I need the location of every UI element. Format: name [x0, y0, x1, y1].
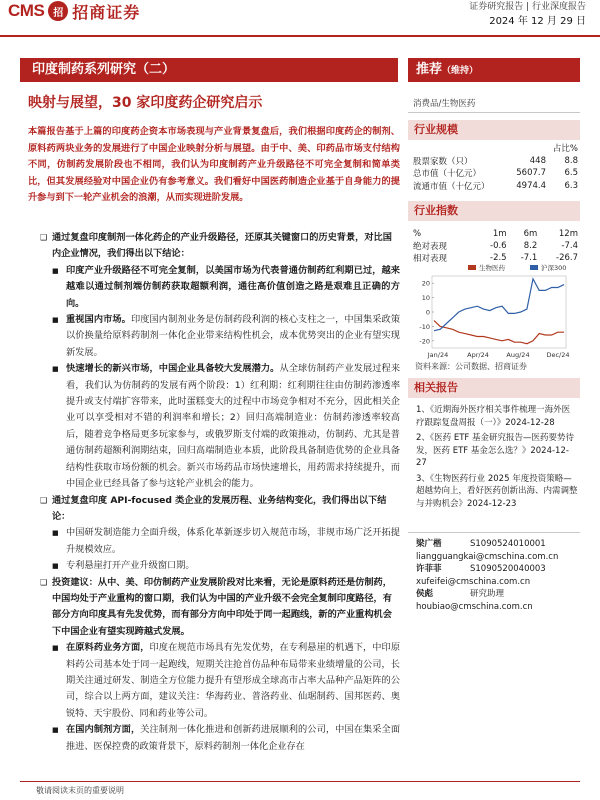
main-title: 映射与展望，30 家印度药企研究启示	[28, 95, 263, 111]
bullet-point: ❑ 投资建议：从中、美、印仿制药产业发展阶段对比来看，无论是原料药还是仿制药，中国均处于产业重构的窗口期，我们认为中国的产业升级不会完全复制印度路径，有部分方向印度具有先发优势，而有部分方向中印处于同一起跑线，新的产业重构机会下中国企业有望实现跨越式发展。	[40, 575, 400, 641]
bullet-point: ❑ 通过复盘印度 API-focused 类企业的发展历程、业务结构变化，我们得出以下结论：	[40, 493, 400, 526]
series-line-biomed	[434, 321, 564, 344]
logo-badge-icon: 招	[48, 1, 68, 21]
analyst-entry	[416, 563, 578, 588]
legend-swatch	[530, 265, 538, 270]
y-tick-label: 10	[421, 294, 430, 303]
footer-divider	[20, 781, 580, 782]
list-item[interactable]: 1、《近期海外医疗相关事件梳理一海外医疗跟踪复盘周报（一）》2024-12-28	[416, 405, 571, 428]
bullet-text: 印度在规范市场具有先发优势，在专利悬崖的机遇下，中印原料药公司基本处于同一起跑线，短期关注抢首仿品种布局带来业绩增量的公司，长期关注通过研发、制造全方位能力提升有望形成全球高市占率大品种产品矩阵的公司，综合以上两方面，建议关注：华海药业、普洛药业、仙琚制药、国邦医药、奥锐特、天宇股份、同和药业等公司。	[66, 642, 401, 719]
bullet-lead: 快速增长的新兴市场，中国企业具备较大发展潜力。	[66, 363, 280, 375]
abstract: 本篇报告基于上篇的印度药企资本市场表现与产业背景复盘后，我们根据印度药企的制剂、原料药两块业务的发展进行了中国企业映射分析与展望。由于中、美、印药品市场支付结构不同，仿制药发展阶段也不相同，我们认为印度制药产业升级路径不可完全复制和简单类比，但其发展经验对中国企业仍有参考意义。我们看好中国医药制造企业基于自身能力的提升参与到下一轮产业机会的浪潮，从而实现进阶发展。	[28, 126, 400, 203]
bullet-point: ❑ 通过复盘印度制剂一体化药企的产业升级路径，还原其关键窗口的历史背景，对比国内企业情况，我们得出以下结论：	[40, 230, 400, 263]
rating-sub: （维持）	[442, 66, 479, 76]
analyst-name: 梁广楷	[416, 539, 442, 549]
y-tick-label: -20	[419, 337, 430, 346]
analyst-id: S1090524010001	[470, 539, 546, 549]
table-row: 流通市值（十亿元） 4974.4 6.3	[413, 180, 578, 192]
sub-bullet-point	[40, 525, 400, 558]
sub-bullet-point	[40, 361, 400, 492]
bullet-text: 专利悬崖打开产业升级窗口期。	[66, 560, 195, 572]
sub-bullet-point	[40, 722, 400, 755]
sub-bullet-point	[40, 312, 400, 361]
divider	[408, 112, 580, 113]
list-item[interactable]: 2、《医药 ETF 基金研究报告—医药要势待发，医药 ETF 基金怎么选？》2024-12-27	[416, 433, 575, 468]
header-divider	[0, 35, 600, 37]
bullet-lead: 重视国内市场。	[66, 314, 131, 326]
bullet-text: 从全球仿制药产业发展过程来看，我们认为仿制药的发展有两个阶段：1）红利期：红利期往往由仿制药渗透率提升或支付端扩容带来，此时蛋糕变大的过程中市场竞争相对不充分，因此相关企业可以享受相对不错的利润率和增长；2）回归高端制造业：仿制药渗透率较高后，随着竞争格局更多玩家参与，或俄罗斯支付端的政策推动，仿制药、尤其是普通仿制药超额利润期结束，回归高端制造业本质，此阶段具备制造优势的企业具备结构性获取市场份额的机会。新兴市场药品市场快速增长，用药需求持续提升，而中国企业已经具备了参与这轮产业机会的能力。	[66, 363, 401, 490]
bullet-lead: 在原料药业务方面，	[66, 642, 150, 654]
scale-col-header: 占比%	[552, 144, 578, 155]
bullet-text: 中国研发制造能力全面升级，体系化革新逐步切入规范市场，非规市场广泛开拓提升规模效应。	[66, 527, 400, 555]
footer-note: 敬请阅读末页的重要说明	[36, 786, 124, 795]
related-reports-list	[416, 404, 578, 513]
table-row: 相对表现 -2.5 -7.1 -26.7	[413, 253, 578, 264]
sub-bullet-point	[40, 558, 400, 574]
analyst-name: 侯彪	[416, 589, 434, 599]
x-tick-label: Aug/24	[506, 351, 530, 359]
report-date: 2024 年 12 月 29 日	[489, 16, 586, 27]
industry-index-heading: 行业指数	[408, 201, 580, 221]
sector-label: 消费品/生物医药	[413, 99, 476, 109]
table-row: 股票家数（只） 448 8.8	[413, 155, 578, 167]
x-tick-label: Dec/24	[546, 351, 570, 359]
index-line-chart	[410, 260, 578, 360]
y-tick-label: -10	[419, 322, 430, 331]
bullet-text: 印度国内制剂业务是仿制药段利润的核心支柱之一，中国集采政策以价换量给原料药制剂一体化企业带来结构性机会，成本优势突出的企业有望实现新发展。	[66, 314, 401, 358]
analyst-name: 许菲菲	[416, 564, 442, 574]
legend-label: 生物医药	[479, 264, 505, 272]
analyst-email[interactable]: houbiao@cmschina.com.cn	[416, 601, 533, 612]
body-text	[40, 230, 400, 755]
analyst-list	[416, 538, 578, 613]
series-line-csi300	[434, 279, 564, 331]
analyst-entry	[416, 588, 578, 613]
x-tick-label: Apr/24	[467, 351, 489, 359]
x-tick-label: Jan/24	[427, 351, 449, 359]
analyst-entry	[416, 538, 578, 563]
company-logo	[8, 0, 140, 22]
industry-scale-heading: 行业规模	[408, 120, 580, 140]
analyst-id: S1090520040003	[470, 564, 546, 574]
chart-source: 资料来源：公司数据、招商证券	[415, 362, 527, 371]
analyst-email[interactable]: xufeifei@cmschina.com.cn	[416, 576, 531, 587]
y-tick-label: 20	[421, 279, 430, 288]
rating-label: 推荐	[416, 62, 443, 77]
plot-frame	[432, 276, 566, 348]
analyst-role: 研究助理	[470, 589, 505, 599]
legend-label: 沪深300	[541, 264, 567, 272]
bullet-lead: 印度产业升级路径不可完全复制，以美国市场为代表普通仿制药红利期已过，越来越难以通过制剂端仿制药获取超额利润，通往高价值创造之路是艰难且正确的方向。	[66, 264, 400, 309]
bullet-text: 关注制剂一体化推进和创新药进展顺利的公司，中国在集采全面推进、医保控费的政策背景下，原料药制剂一体化企业存在	[66, 724, 401, 752]
logo-cms-text: CMS	[8, 1, 45, 20]
sub-bullet-point	[40, 263, 400, 312]
industry-scale-table	[413, 142, 578, 192]
logo-chinese-text: 招商证券	[72, 2, 141, 22]
legend-swatch	[468, 265, 476, 270]
related-reports-heading: 相关报告	[408, 378, 580, 398]
bullet-lead: 在国内制剂方面，	[66, 724, 141, 736]
table-header-row: % 1m 6m 12m	[413, 229, 578, 239]
list-item[interactable]: 3、《生物医药行业 2025 年度投资策略—超越势向上，看好医药创新出海、内需调整与并购机会》2024-12-23	[416, 473, 578, 509]
industry-index-table	[413, 228, 578, 264]
rating-bar	[408, 58, 580, 82]
y-tick-label: 0	[425, 308, 430, 317]
sub-bullet-point	[40, 640, 400, 722]
table-row: 绝对表现 -0.6 8.2 -7.4	[413, 241, 578, 252]
analyst-email[interactable]: liangguangkai@cmschina.com.cn	[416, 551, 559, 562]
table-row: 总市值（十亿元） 5607.7 6.5	[413, 168, 578, 180]
report-type: 证券研究报告 | 行业深度报告	[469, 2, 586, 12]
divider	[408, 532, 580, 533]
series-title: 印度制药系列研究（二）	[20, 58, 398, 82]
